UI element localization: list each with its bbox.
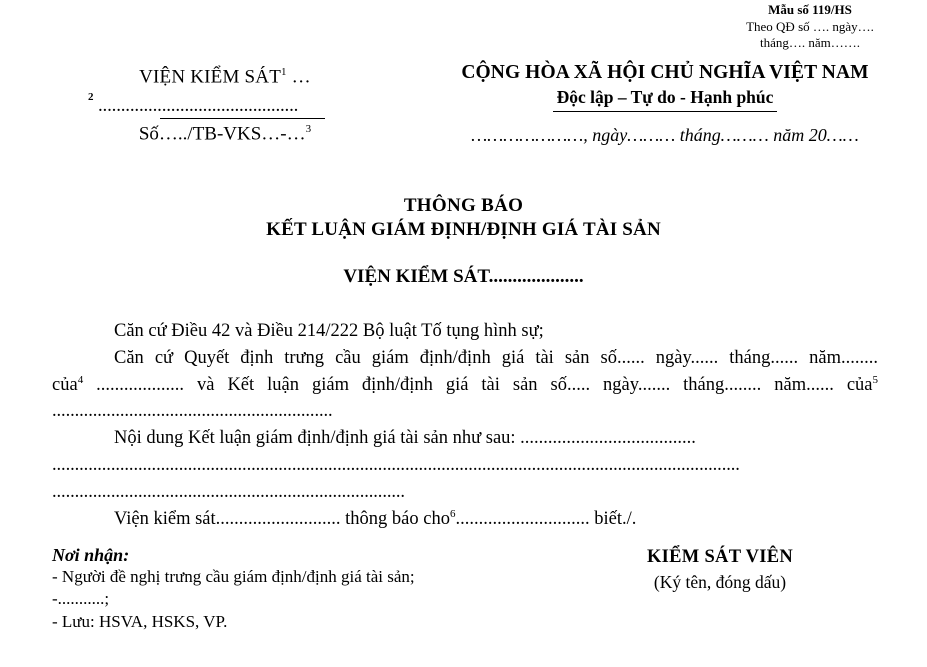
document-number-footnote-marker: 3 — [305, 123, 312, 136]
document-title-block — [0, 195, 927, 241]
place-date-line: …………………, ngày……… tháng……… năm 20…… — [471, 125, 859, 145]
body-paragraph-5-prefix: Viện kiểm sát........................... thông báo cho — [114, 508, 450, 529]
body-footnote-marker-4: 4 — [77, 373, 84, 386]
signature-title: KIỂM SÁT VIÊN — [646, 547, 794, 567]
recipient-item: - Lưu: HSVA, HSKS, VP. — [52, 611, 228, 631]
body-paragraph-3-text: ................... và Kết luận giám định/định giá tài sản số..... ngày....... tháng........ năm...... của — [83, 374, 873, 395]
recipient-item: -...........; — [52, 589, 110, 609]
body-footnote-marker-6: 6 — [449, 507, 456, 520]
document-subject: VIỆN KIỂM SÁT.................... — [343, 266, 584, 287]
recipients-block — [52, 545, 462, 633]
form-code-block — [700, 2, 920, 52]
body-paragraph-3-fill-line: .............................................................. — [52, 401, 333, 422]
document-title-line2: KẾT LUẬN GIÁM ĐỊNH/ĐỊNH GIÁ TÀI SẢN — [266, 219, 661, 240]
form-code-line3: tháng…. năm……. — [759, 35, 860, 51]
body-paragraph-4-fill-line-2: .............................................................................. — [52, 481, 405, 502]
body-paragraph-1: Căn cứ Điều 42 và Điều 214/222 Bộ luật Tố tụng hình sự; — [114, 321, 544, 341]
body-paragraph-4-fill-line-1: ........................................................................................................................................................ — [52, 455, 740, 476]
office-subname-dots: ............................................ — [98, 95, 299, 117]
document-title-line1: THÔNG BÁO — [403, 195, 524, 216]
office-name-suffix: … — [286, 66, 311, 88]
body-paragraph-5 — [52, 506, 878, 533]
signature-block — [560, 547, 880, 593]
national-header-block — [415, 62, 915, 146]
recipient-item: - Người đề nghị trưng cầu giám định/định giá tài sản; — [52, 567, 415, 586]
office-name-text: VIỆN KIỂM SÁT — [139, 66, 282, 88]
office-name — [60, 66, 390, 88]
document-body — [52, 318, 878, 533]
issuing-office-block — [60, 66, 390, 146]
national-title: CỘNG HÒA XÃ HỘI CHỦ NGHĨA VIỆT NAM — [461, 62, 869, 83]
office-divider-rule — [160, 118, 325, 119]
office-name-footnote-marker: 1 — [281, 66, 287, 78]
signature-note: (Ký tên, đóng dấu) — [653, 572, 787, 592]
body-paragraph-2: Căn cứ Quyết định trưng cầu giám định/định giá tài sản số...... ngày...... tháng...... năm........ — [114, 347, 878, 368]
body-paragraph-4: Nội dung Kết luận giám định/định giá tài sản như sau: ...................................... — [114, 428, 696, 449]
body-paragraph-5-suffix: ............................. biết./. — [455, 508, 637, 529]
national-motto: Độc lập – Tự do - Hạnh phúc — [553, 87, 778, 112]
document-number — [60, 123, 390, 145]
body-paragraph-3-prefix: của — [52, 374, 78, 395]
recipients-title: Nơi nhận: — [52, 545, 130, 565]
body-paragraph-3 — [52, 372, 878, 399]
body-footnote-marker-5: 5 — [872, 373, 878, 386]
form-code-line2: Theo QĐ số …. ngày…. — [746, 18, 874, 34]
office-subname-line — [60, 91, 390, 117]
document-footer — [0, 545, 927, 667]
office-subname-footnote-marker: 2 — [88, 91, 94, 104]
form-code-title: Mẫu số 119/HS — [768, 2, 852, 17]
document-number-text: Số…../TB-VKS…-… — [138, 123, 306, 145]
